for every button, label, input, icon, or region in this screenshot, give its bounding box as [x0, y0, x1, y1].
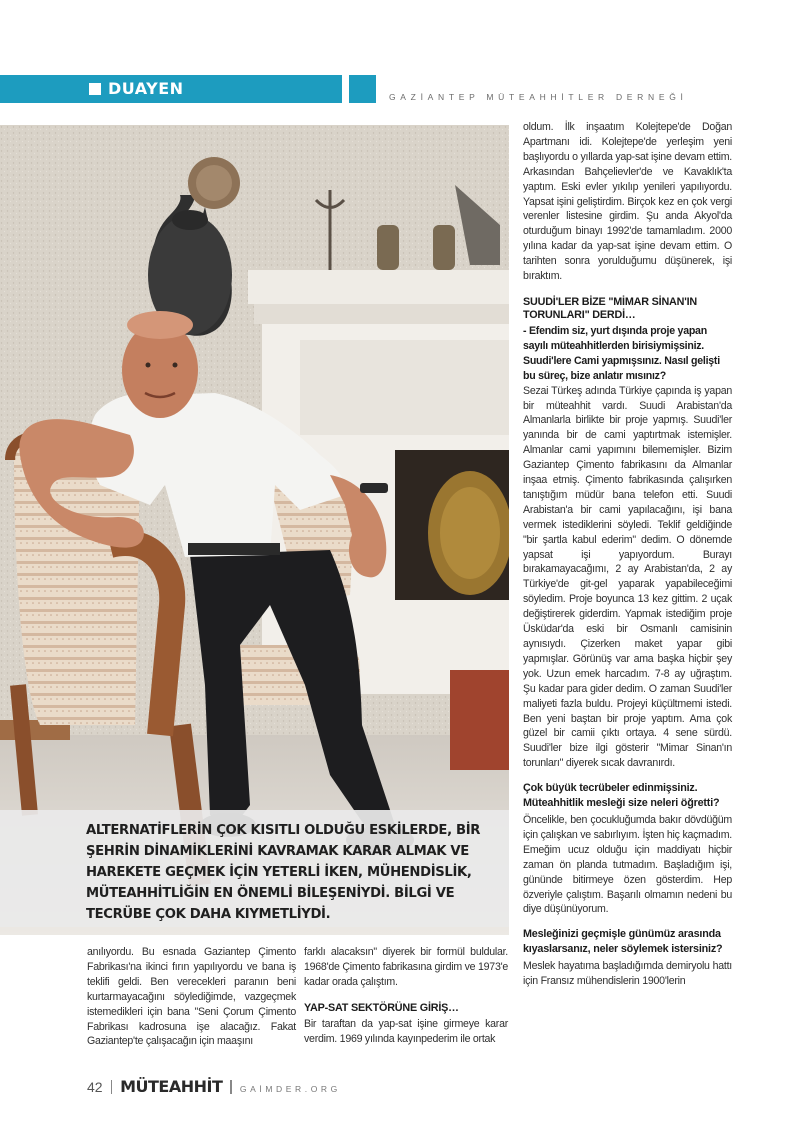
interview-question: - Efendim siz, yurt dışında proje yapan sayılı müteahhitlerden birisiymişsiniz. Suudi'lere Cami yapmışsınız. Nasıl gelişti bu süreç, bize anlatır mısınız? [523, 324, 720, 382]
paragraph: anılıyordu. Bu esnada Gaziantep Çimento Fabrikası'na ikinci fırın yapılıyordu ve bana iş teklifi geldi. Ben verecekleri paranın beni kurtarmayacağını söylediğimde, vazgeçmek istemedikleri için bana "Seni Çorum Çimento Fabrikası kadrosuna işe alacağız. Fakat Gaziantep'te çalışacağın için maaşını [87, 946, 296, 1048]
website-url: GAİMDER.ORG [239, 1084, 341, 1094]
paragraph: Meslek hayatıma başladığımda demiryolu hattı için Fransız mühendislerin 1900'lerin [523, 960, 732, 988]
paragraph: oldum. İlk inşaatım Kolejtepe'de Doğan Apartmanı idi. Kolejtepe'de yerleşim yeni başlıyordu o yıllarda yap-sat işine devam ettim. Arkasından Bahçelievler'de ve Kavaklık'ta yaptım. Eski evler yıkılıp yenileri yapılıyordu. Yapsat işini geliştirdim. Birçok kez en çok vergi verenler listesine girdim. Şu anda Akyol'da oturduğum binayı 1992'de tamamladım. 2000 yılına kadar da yap-sat işine devam ettim. O tarihten sonra yorulduğumu düşünerek, işi bıraktım. [523, 121, 732, 283]
magazine-logo: MÜTEAHHİT [120, 1077, 223, 1096]
organization-name: GAZİANTEP MÜTEAHHİTLER DERNEĞİ [389, 92, 688, 102]
section-label: DUAYEN [108, 79, 184, 98]
body-column-right [523, 120, 732, 989]
footer-divider [230, 1080, 232, 1094]
pull-quote [0, 810, 509, 927]
paragraph: farklı alacaksın" diyerek bir formül buldular. 1968'de Çimento fabrikasına girdim ve 1973'e kadar orada çalıştım. [304, 946, 508, 988]
header-accent-block [349, 75, 376, 103]
body-column-middle [304, 945, 508, 1047]
page-footer [87, 1077, 341, 1097]
section-header-bar [0, 75, 342, 103]
interview-question: Çok büyük tecrübeler edinmişsiniz. Müteahhitlik mesleği size neleri öğretti? [523, 782, 720, 810]
paragraph: Bir taraftan da yap-sat işine girmeye karar verdim. 1969 yılında kayınpederim ile ortak [304, 1017, 508, 1045]
footer-divider [111, 1080, 113, 1094]
paragraph: Öncelikle, ben çocukluğumda bakır dövdüğüm için çalışkan ve sabırlıyım. İşten hiç kaçmadım. Emeğim ucuz olduğu için maddiyatı hiçbir zaman ön planda tutmadım. Başladığım işi, gününde bitirmeye özen gösterdim. Hep özveriyle çalıştım. Başarılı olmamın nedeni bu diye düşünüyorum. [523, 813, 732, 916]
body-column-left [87, 945, 296, 1049]
page-number: 42 [87, 1079, 103, 1095]
paragraph: Sezai Türkeş adında Türkiye çapında iş yapan bir müteahhit vardı. Suudi Arabistan'da Almanlarla birlikte bir proje yapmış. Suudi'ler yanında bir de cami yaptırtmak istemişler. Almanlar cami yapımını bilememişler. Bizim Gaziantep Çimento fabrikasını da Almanlar inşaa etmiş. Çimento fabrikasında çalışırken tanıştığım müdür bana telefon etti. Suudi Arabistan'a bir cami yapılacağını, işi bana vermek istediklerini söyledi. Teklif geldiğinde "bir şartla kabul ederim" dedim. O dönemde yapsat işi yapıyordum. Burayı bırakamayacağımı, 2 ay Arabistan'da, 2 ay Türkiye'de git-gel yaparak yapabileceğimi söyledim. Proje boyunca 13 kez gittim. 2 uçak değiştirerek giderdim. Yapmak istediğim proje Üsküdar'da eski bir Osmanlı camisinin aynısıydı. Çizerken maket yapar gibi yapmışlar. Görünüş var ama başka hiçbir şey yok. Uzun emek harcadım. 7-8 ay uğraştım. Şu kadar para gider dedim. O zaman Suudi'ler maliyeti fazla buldu. Projeyi küçültmemi istedi. Ben yeni baştan bir proje yaptım. Ama çok güzel bir camii çıktı ortaya. 4 sene sürdü. Suudi'ler bize ilgi gösterir "Mimar Sinan'ın torunları" diyerek sıcak davranırdı. [523, 384, 732, 770]
subheading: YAP-SAT SEKTÖRÜNE GİRİŞ… [304, 1001, 459, 1014]
subheading: SUUDİ'LER BİZE "MİMAR SİNAN'IN TORUNLARI" DERDİ… [523, 295, 698, 321]
interview-question: Mesleğinizi geçmişle günümüz arasında kıyaslarsanız, neler söylemek istersiniz? [523, 928, 723, 956]
section-square-icon [89, 83, 101, 95]
pull-quote-text: ALTERNATİFLERİN ÇOK KISITLI OLDUĞU ESKİLERDE, BİR ŞEHRİN DİNAMİKLERİNİ KAVRAMAK KARAR ALMAK VE HAREKETE GEÇMEK İÇİN YETERLİ İKEN, MÜHENDİSLİK, MÜTEAHHİTLİĞİN EN ÖNEMLİ BİLEŞENİYDİ. BİLGİ VE TECRÜBE ÇOK DAHA KIYMETLİYDİ. [86, 823, 481, 922]
